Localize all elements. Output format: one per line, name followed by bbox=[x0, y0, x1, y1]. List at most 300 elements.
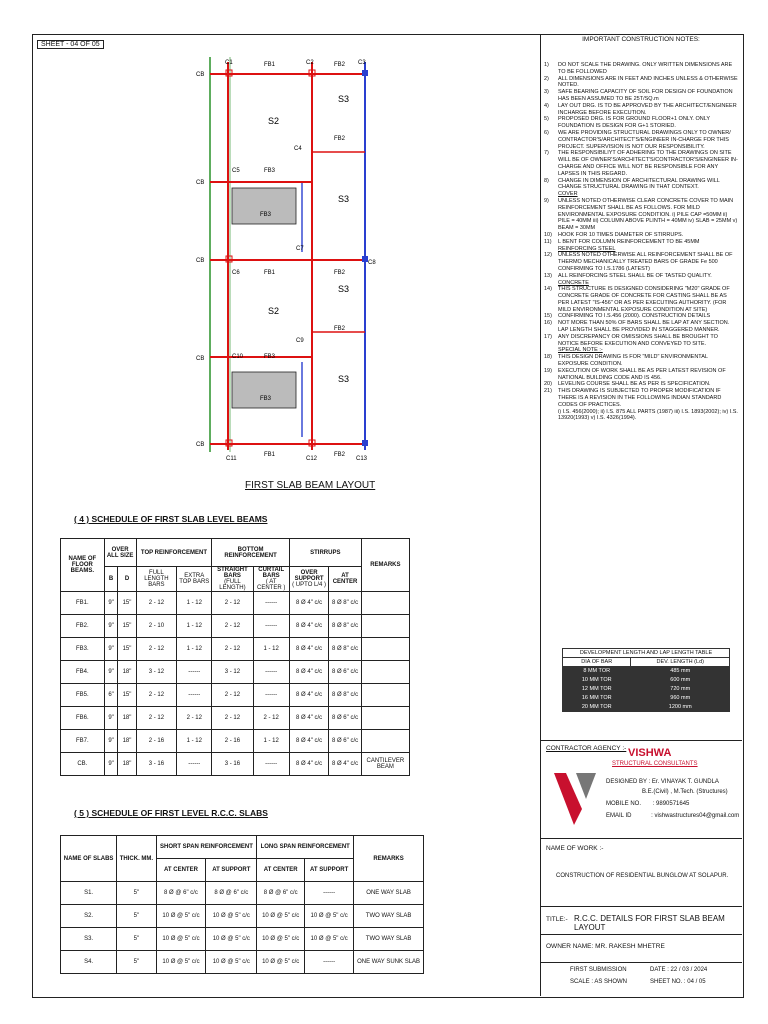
beam-cell-b: 9" bbox=[104, 730, 118, 753]
notes-title: IMPORTANT CONSTRUCTION NOTES: bbox=[582, 36, 700, 43]
note-number: 5) bbox=[544, 116, 549, 123]
note-text: SAFE BEARING CAPACITY OF SOIL FOR DESIGN OF FOUNDATION HAS BEEN ASSUMED TO BE 25T/SQ.m bbox=[558, 89, 733, 102]
slab-cell-thick: 5" bbox=[117, 905, 156, 928]
dev-cell: 10 MM TOR bbox=[563, 676, 631, 685]
svg-text:S3: S3 bbox=[338, 194, 350, 204]
beam-cell-remarks bbox=[361, 615, 409, 638]
note-item bbox=[544, 368, 738, 382]
beam-cell-top_extra: ------ bbox=[177, 753, 212, 776]
beam-row bbox=[61, 615, 410, 638]
slab-row bbox=[61, 951, 424, 974]
owner-name: OWNER NAME: MR. RAKESH MHETRE bbox=[546, 943, 665, 950]
note-item: SPECIAL NOTE :- bbox=[558, 347, 603, 354]
note-number: 19) bbox=[544, 367, 552, 374]
svg-text:FB3: FB3 bbox=[264, 168, 276, 174]
beam-cell-center: 8 Ø 8" c/c bbox=[329, 638, 361, 661]
beam-cell-center: 8 Ø 6" c/c bbox=[329, 730, 361, 753]
beam-row bbox=[61, 592, 410, 615]
beam-cell-name: FB4. bbox=[61, 661, 105, 684]
note-item bbox=[544, 130, 738, 150]
note-item: CONCRETE bbox=[558, 279, 589, 286]
slab-cell-s_support: 8 Ø @ 6" c/c bbox=[206, 882, 257, 905]
beam-cell-d: 15" bbox=[118, 592, 136, 615]
th-d: D bbox=[118, 567, 136, 592]
beam-cell-d: 15" bbox=[118, 684, 136, 707]
svg-text:C10: C10 bbox=[232, 354, 244, 360]
slab-row bbox=[61, 882, 424, 905]
beam-cell-over: 8 Ø 4" c/c bbox=[289, 753, 329, 776]
th-over-support: OVER SUPPORT ( UPTO L/4 ) bbox=[289, 567, 329, 592]
svg-text:CB: CB bbox=[196, 258, 205, 264]
beam-cell-remarks bbox=[361, 684, 409, 707]
dev-cell: 16 MM TOR bbox=[563, 694, 631, 703]
svg-text:C8: C8 bbox=[368, 260, 376, 266]
svg-text:CB: CB bbox=[196, 356, 205, 362]
svg-text:C9: C9 bbox=[296, 338, 304, 344]
th-slab-name: NAME OF SLABS bbox=[61, 836, 117, 882]
note-item bbox=[544, 62, 738, 76]
submission-box bbox=[540, 962, 742, 997]
beam-cell-top_full: 3 - 16 bbox=[136, 753, 177, 776]
note-item: COVER bbox=[558, 191, 578, 198]
beam-cell-center: 8 Ø 6" c/c bbox=[329, 661, 361, 684]
email-label: EMAIL ID bbox=[606, 813, 632, 819]
svg-text:FB1: FB1 bbox=[264, 452, 276, 458]
owner-box bbox=[540, 934, 742, 961]
slab-cell-l_center: 8 Ø @ 6" c/c bbox=[257, 882, 305, 905]
note-number: 20) bbox=[544, 381, 552, 388]
note-number: 15) bbox=[544, 313, 552, 320]
beam-cell-over: 8 Ø 4" c/c bbox=[289, 592, 329, 615]
note-item bbox=[544, 232, 738, 239]
beam-cell-top_full: 3 - 12 bbox=[136, 661, 177, 684]
slab-cell-l_support: ------ bbox=[305, 951, 354, 974]
beam-cell-bot_curtail: 1 - 12 bbox=[253, 730, 289, 753]
note-text: THE RESPONSIBILIYT OF ADHERING TO THE DRAWINGS ON SITE WILL BE OF OWNER'S/ARCHITECT'S/CONTRACTOR'S/ENGINEER IN-CHARGE AND OFFICE WILL NOT BE RESPONSIBLE FOR ANY LAPSES IN THIS REGARD. bbox=[558, 150, 738, 177]
note-text: THIS STRUCTURE IS DESIGNED CONSIDERING "M20" GRADE OF CONCRETE GRADE OF CONCRETE FOR CASTING SHALL BE AS PER LATEST "IS-456" OR AS PER EXECUTING AUTHORITY. (FOR MILD ENVIRONMENTAL EXPOSURE CONDITION AT SITE) bbox=[558, 286, 730, 313]
th-slab-remarks: REMARKS bbox=[354, 836, 424, 882]
beam-cell-bot_curtail: ------ bbox=[253, 684, 289, 707]
beam-cell-top_extra: 1 - 12 bbox=[177, 592, 212, 615]
slab-cell-l_support: 10 Ø @ 5" c/c bbox=[305, 905, 354, 928]
title-value: R.C.C. DETAILS FOR FIRST SLAB BEAM LAYOUT bbox=[574, 914, 725, 932]
note-item bbox=[544, 89, 738, 103]
slab-cell-s_support: 10 Ø @ 5" c/c bbox=[206, 928, 257, 951]
beam-cell-d: 18" bbox=[118, 707, 136, 730]
beam-cell-bot_curtail: ------ bbox=[253, 592, 289, 615]
mobile-value: : 9890571645 bbox=[652, 801, 690, 807]
th-s-support: AT SUPPORT bbox=[206, 859, 257, 882]
note-text: THIS DRAWING IS SUBJECTED TO PROPER MODIFICATION IF THERE IS A REVISION IN THE FOLLOWING INDIAN STANDARD CODES OF PRACTICES. bbox=[558, 388, 722, 408]
note-item bbox=[544, 252, 738, 272]
dev-h2: DEV. LENGTH (Ld) bbox=[631, 658, 730, 667]
beam-cell-bot_straight: 2 - 12 bbox=[212, 592, 253, 615]
th-long: LONG SPAN REINFORCEMENT bbox=[257, 836, 354, 859]
submission: FIRST SUBMISSION bbox=[570, 967, 627, 973]
beam-cell-name: FB5. bbox=[61, 684, 105, 707]
agency-brand: VISHWA bbox=[628, 747, 672, 759]
slab-schedule-table bbox=[60, 835, 424, 974]
beam-cell-top_full: 2 - 12 bbox=[136, 707, 177, 730]
svg-text:FB3: FB3 bbox=[260, 396, 272, 402]
th-size: OVER ALL SIZE bbox=[104, 539, 136, 567]
beam-cell-bot_straight: 2 - 12 bbox=[212, 615, 253, 638]
beam-row bbox=[61, 661, 410, 684]
beam-row bbox=[61, 684, 410, 707]
note-item bbox=[544, 381, 738, 388]
th-l-support: AT SUPPORT bbox=[305, 859, 354, 882]
note-text: i) I.S. 456(2000); ii) I.S. 875 ALL PARTS (1987) iii) I.S. 1893(2002); iv) I.S. 13920(1993) v) I.S. 4326(1994). bbox=[558, 408, 738, 422]
note-number: 11) bbox=[544, 238, 552, 245]
beam-cell-center: 8 Ø 6" c/c bbox=[329, 707, 361, 730]
beam-cell-name: FB2. bbox=[61, 615, 105, 638]
beam-cell-name: FB3. bbox=[61, 638, 105, 661]
beam-schedule-table bbox=[60, 538, 410, 776]
note-item bbox=[544, 273, 738, 280]
beam-cell-d: 15" bbox=[118, 615, 136, 638]
mobile-label: MOBILE NO. bbox=[606, 801, 642, 807]
note-text: CONFIRMING TO I.S.456 (2000). CONSTRUCTION DETAILS bbox=[558, 313, 711, 320]
note-number: 6) bbox=[544, 129, 549, 136]
note-item bbox=[544, 354, 738, 368]
beam-cell-d: 18" bbox=[118, 753, 136, 776]
beam-cell-bot_straight: 3 - 12 bbox=[212, 661, 253, 684]
beam-cell-over: 8 Ø 4" c/c bbox=[289, 730, 329, 753]
note-item bbox=[544, 388, 738, 408]
beam-cell-center: 8 Ø 4" c/c bbox=[329, 753, 361, 776]
dev-length-table bbox=[562, 648, 730, 712]
note-text: ANY DISCREPANCY OR OMISSIONS SHALL BE BROUGHT TO NOTICE BEFORE EXECUTION AND CONVEYED TO SITE. bbox=[558, 333, 718, 347]
beam-cell-remarks bbox=[361, 661, 409, 684]
qualifications: B.E.(Civil) , M.Tech. (Structures) bbox=[642, 789, 728, 795]
note-number: 10) bbox=[544, 231, 552, 238]
th-name: NAME OF FLOOR BEAMS. bbox=[61, 539, 105, 592]
slab-cell-remarks: ONE WAY SLAB bbox=[354, 882, 424, 905]
svg-text:C4: C4 bbox=[294, 146, 302, 152]
sheet-number: SHEET NO. : 04 / 05 bbox=[650, 979, 706, 985]
note-number: 12) bbox=[544, 252, 552, 259]
slab-cell-l_center: 10 Ø @ 5" c/c bbox=[257, 951, 305, 974]
th-top-extra: EXTRA TOP BARS bbox=[177, 567, 212, 592]
note-number bbox=[544, 409, 558, 423]
svg-text:FB2: FB2 bbox=[334, 452, 346, 458]
th-short: SHORT SPAN REINFORCEMENT bbox=[156, 836, 257, 859]
note-item bbox=[544, 334, 738, 348]
note-text: LAY OUT DRG. IS TO BE APPROVED BY THE ARCHITECT/ENGINEER INCHARGE BEFORE EXECUTION. bbox=[558, 102, 737, 116]
note-number: 17) bbox=[544, 333, 552, 340]
beam-cell-b: 6" bbox=[104, 684, 118, 707]
dev-row bbox=[563, 685, 730, 694]
th-s-center: AT CENTER bbox=[156, 859, 206, 882]
slab-cell-l_support: ------ bbox=[305, 882, 354, 905]
date: DATE : 22 / 03 / 2024 bbox=[650, 967, 708, 973]
slab-cell-name: S4. bbox=[61, 951, 117, 974]
beam-cell-b: 9" bbox=[104, 753, 118, 776]
note-number: 16) bbox=[544, 320, 552, 327]
slab-cell-s_center: 10 Ø @ 5" c/c bbox=[156, 928, 206, 951]
svg-text:C12: C12 bbox=[306, 456, 318, 462]
beam-cell-over: 8 Ø 4" c/c bbox=[289, 707, 329, 730]
note-number: 2) bbox=[544, 75, 549, 82]
beam-layout-plan bbox=[190, 52, 390, 468]
beam-cell-center: 8 Ø 8" c/c bbox=[329, 592, 361, 615]
svg-text:C6: C6 bbox=[232, 270, 240, 276]
agency-label: CONTRACTOR AGENCY :- bbox=[546, 745, 627, 752]
dev-row bbox=[563, 694, 730, 703]
note-text: ALL DIMENSIONS ARE IN FEET AND INCHES UNLESS & OTHERWISE NOTED. bbox=[558, 75, 738, 89]
note-text: UNLESS NOTED OTHERWISE ALL REINFORCEMENT SHALL BE OF THERMO MECHANICALLY TREATED BARS OF GRADE Fe 500 CONFIRMING TO I.S.1786 (LATEST) bbox=[558, 252, 733, 272]
slab-cell-s_center: 10 Ø @ 5" c/c bbox=[156, 951, 206, 974]
dev-cell: 20 MM TOR bbox=[563, 703, 631, 712]
dev-cell: 960 mm bbox=[631, 694, 730, 703]
beam-schedule-title: ( 4 ) SCHEDULE OF FIRST SLAB LEVEL BEAMS bbox=[74, 514, 268, 524]
notes-list bbox=[544, 62, 738, 422]
note-number: 1) bbox=[544, 62, 549, 68]
beam-cell-over: 8 Ø 4" c/c bbox=[289, 615, 329, 638]
beam-row bbox=[61, 730, 410, 753]
beam-cell-b: 9" bbox=[104, 615, 118, 638]
slab-cell-name: S2. bbox=[61, 905, 117, 928]
slab-cell-s_center: 8 Ø @ 6" c/c bbox=[156, 882, 206, 905]
svg-text:CB: CB bbox=[196, 442, 205, 448]
dev-cell: 720 mm bbox=[631, 685, 730, 694]
beam-cell-name: CB. bbox=[61, 753, 105, 776]
note-text: PROPOSED DRG. IS FOR GROUND FLOOR+1 ONLY. ONLY FOUNDATION IS DESIGN FOR G+1 STORIED. bbox=[558, 116, 710, 130]
agency-logo-icon bbox=[552, 769, 598, 829]
beam-cell-top_full: 2 - 12 bbox=[136, 592, 177, 615]
beam-cell-b: 9" bbox=[104, 638, 118, 661]
dev-cell: 1200 mm bbox=[631, 703, 730, 712]
beam-row bbox=[61, 707, 410, 730]
slab-cell-l_center: 10 Ø @ 5" c/c bbox=[257, 905, 305, 928]
slab-cell-remarks: TWO WAY SLAB bbox=[354, 905, 424, 928]
beam-cell-bot_curtail: ------ bbox=[253, 615, 289, 638]
note-text: HOOK FOR 10 TIMES DIAMETER OF STIRRUPS. bbox=[558, 231, 684, 238]
th-top: TOP REINFORCEMENT bbox=[136, 539, 212, 567]
svg-text:CB: CB bbox=[196, 72, 205, 78]
note-item bbox=[544, 103, 738, 117]
th-bot-straight: STRAIGHT BARS (FULL LENGTH) bbox=[212, 567, 253, 592]
dev-row bbox=[563, 676, 730, 685]
title-box bbox=[540, 906, 742, 933]
note-number: 18) bbox=[544, 354, 552, 361]
beam-cell-bot_curtail: ------ bbox=[253, 753, 289, 776]
note-text: DO NOT SCALE THE DRAWING. ONLY WRITTEN DIMENSIONS ARE TO BE FOLLOWED bbox=[558, 62, 733, 75]
beam-cell-bot_straight: 2 - 12 bbox=[212, 684, 253, 707]
svg-text:S3: S3 bbox=[338, 374, 350, 384]
work-label: NAME OF WORK :- bbox=[546, 845, 604, 852]
note-item bbox=[544, 320, 738, 334]
svg-text:S2: S2 bbox=[268, 306, 280, 316]
th-bot-curtail: CURTAIL BARS ( AT CENTER ) bbox=[253, 567, 289, 592]
beam-cell-top_extra: 2 - 12 bbox=[177, 707, 212, 730]
dev-h1: DIA OF BAR bbox=[563, 658, 631, 667]
note-number: 4) bbox=[544, 102, 549, 109]
svg-text:C11: C11 bbox=[226, 456, 237, 462]
beam-cell-remarks bbox=[361, 730, 409, 753]
note-text: CHANGE IN DIMENSION OF ARCHITECTURAL DRAWING WILL CHANGE STRUCTURAL DRAWING IN THAT CONTEXT. bbox=[558, 177, 720, 191]
beam-cell-bot_curtail: 1 - 12 bbox=[253, 638, 289, 661]
svg-text:FB3: FB3 bbox=[264, 354, 276, 360]
dev-cell: 12 MM TOR bbox=[563, 685, 631, 694]
th-bottom: BOTTOM REINFORCEMENT bbox=[212, 539, 289, 567]
svg-text:FB2: FB2 bbox=[334, 326, 346, 332]
svg-text:C2: C2 bbox=[306, 60, 314, 66]
th-at-center: AT CENTER bbox=[329, 567, 361, 592]
beam-cell-top_full: 2 - 16 bbox=[136, 730, 177, 753]
note-number: 8) bbox=[544, 177, 549, 184]
note-text: ALL REINFORCING STEEL SHALL BE OF TASTED QUALITY. bbox=[558, 272, 712, 279]
beam-cell-top_extra: 1 - 12 bbox=[177, 730, 212, 753]
note-text: LEVELING COURSE SHALL BE AS PER IS SPECIFICATION. bbox=[558, 381, 711, 388]
th-remarks: REMARKS bbox=[361, 539, 409, 592]
dev-length-title: DEVELOPMENT LENGTH AND LAP LENGTH TABLE bbox=[563, 649, 730, 658]
slab-cell-thick: 5" bbox=[117, 951, 156, 974]
note-number: 9) bbox=[544, 197, 549, 204]
beam-cell-top_extra: 1 - 12 bbox=[177, 615, 212, 638]
beam-cell-bot_straight: 2 - 12 bbox=[212, 707, 253, 730]
slab-cell-l_support: 10 Ø @ 5" c/c bbox=[305, 928, 354, 951]
note-item bbox=[544, 239, 738, 246]
beam-cell-bot_straight: 3 - 16 bbox=[212, 753, 253, 776]
slab-cell-remarks: TWO WAY SLAB bbox=[354, 928, 424, 951]
th-top-full: FULL LENGTH BARS bbox=[136, 567, 177, 592]
note-number: 7) bbox=[544, 150, 549, 157]
slab-schedule-title: ( 5 ) SCHEDULE OF FIRST LEVEL R.C.C. SLABS bbox=[74, 808, 268, 818]
note-item bbox=[544, 286, 738, 313]
svg-text:FB2: FB2 bbox=[334, 62, 346, 68]
svg-text:CB: CB bbox=[196, 180, 205, 186]
title-label: TITLE:- bbox=[546, 916, 568, 923]
beam-cell-center: 8 Ø 8" c/c bbox=[329, 615, 361, 638]
beam-cell-top_full: 2 - 12 bbox=[136, 638, 177, 661]
svg-text:FB1: FB1 bbox=[264, 270, 276, 276]
note-text: THIS DESIGN DRAWING IS FOR "MILD" ENVIRONMENTAL EXPOSURE CONDITION. bbox=[558, 354, 708, 368]
beam-cell-top_extra: ------ bbox=[177, 684, 212, 707]
svg-text:C13: C13 bbox=[356, 456, 368, 462]
beam-cell-d: 18" bbox=[118, 661, 136, 684]
th-stirrups: STIRRUPS bbox=[289, 539, 361, 567]
slab-cell-name: S3. bbox=[61, 928, 117, 951]
beam-cell-name: FB1. bbox=[61, 592, 105, 615]
svg-text:C1: C1 bbox=[225, 60, 233, 66]
dev-cell: 600 mm bbox=[631, 676, 730, 685]
note-text: NOT MORE THAN 50% OF BARS SHALL BE LAP AT ANY SECTION. LAP LENGTH SHALL BE PROVIDED IN STAGGERED MANNER. bbox=[558, 320, 730, 334]
svg-text:C3: C3 bbox=[358, 60, 366, 66]
note-item bbox=[544, 198, 738, 232]
note-item bbox=[544, 150, 738, 177]
beam-cell-over: 8 Ø 4" c/c bbox=[289, 661, 329, 684]
beam-cell-over: 8 Ø 4" c/c bbox=[289, 684, 329, 707]
beam-cell-remarks bbox=[361, 638, 409, 661]
note-text: UNLESS NOTED OTHERWISE CLEAR CONCRETE COVER TO MAIN REINFORCEMENT SHALL BE AS FOLLOWS. FOR MILD ENVIRONMENTAL EXPOSURE CONDITION. i) PILE CAP =50MM ii) PILE = 40MM iii) COLUMN ABOVE PLINTH = 40MM iv) SLAB = 25MM v) BEAM = 30MM bbox=[558, 197, 738, 232]
note-text: EXECUTION OF WORK SHALL BE AS PER LATEST REVISION OF NATIONAL BUILDING CODE AND IS 456. bbox=[558, 367, 726, 381]
svg-text:FB1: FB1 bbox=[264, 62, 276, 68]
work-value: CONSTRUCTION OF RESIDENTIAL BUNGLOW AT SOLAPUR. bbox=[556, 873, 729, 879]
beam-cell-top_extra: ------ bbox=[177, 661, 212, 684]
beam-cell-over: 8 Ø 4" c/c bbox=[289, 638, 329, 661]
slab-cell-name: S1. bbox=[61, 882, 117, 905]
slab-cell-thick: 5" bbox=[117, 928, 156, 951]
note-item bbox=[544, 409, 738, 423]
beam-cell-top_full: 2 - 10 bbox=[136, 615, 177, 638]
note-item bbox=[544, 313, 738, 320]
th-b: B bbox=[104, 567, 118, 592]
slab-cell-thick: 5" bbox=[117, 882, 156, 905]
beam-cell-bot_straight: 2 - 16 bbox=[212, 730, 253, 753]
th-thick: THICK. MM. bbox=[117, 836, 156, 882]
beam-cell-top_extra: 1 - 12 bbox=[177, 638, 212, 661]
scale: SCALE : AS SHOWN bbox=[570, 979, 628, 985]
beam-row bbox=[61, 638, 410, 661]
beam-cell-b: 9" bbox=[104, 592, 118, 615]
svg-text:FB2: FB2 bbox=[334, 270, 346, 276]
svg-text:FB3: FB3 bbox=[260, 212, 272, 218]
slab-cell-s_support: 10 Ø @ 5" c/c bbox=[206, 905, 257, 928]
beam-cell-name: FB7. bbox=[61, 730, 105, 753]
agency-box bbox=[540, 740, 742, 837]
email-value: : vishwastructures04@gmail.com bbox=[651, 813, 740, 819]
beam-cell-top_full: 2 - 12 bbox=[136, 684, 177, 707]
beam-cell-name: FB6. bbox=[61, 707, 105, 730]
slab-cell-l_center: 10 Ø @ 5" c/c bbox=[257, 928, 305, 951]
beam-cell-center: 8 Ø 8" c/c bbox=[329, 684, 361, 707]
slab-cell-remarks: ONE WAY SUNK SLAB bbox=[354, 951, 424, 974]
plan-title: FIRST SLAB BEAM LAYOUT bbox=[245, 480, 376, 491]
slab-row bbox=[61, 928, 424, 951]
beam-row bbox=[61, 753, 410, 776]
th-l-center: AT CENTER bbox=[257, 859, 305, 882]
slab-cell-s_support: 10 Ø @ 5" c/c bbox=[206, 951, 257, 974]
note-item bbox=[544, 116, 738, 130]
note-item bbox=[544, 178, 738, 192]
sheet-tag: SHEET - 04 OF 05 bbox=[37, 40, 104, 49]
beam-cell-remarks: CANTILEVER BEAM bbox=[361, 753, 409, 776]
beam-cell-remarks bbox=[361, 592, 409, 615]
beam-cell-remarks bbox=[361, 707, 409, 730]
beam-cell-bot_curtail: 2 - 12 bbox=[253, 707, 289, 730]
note-text: WE ARE PROVIDING STRUCTURAL DRAWINGS ONLY TO OWNER/ CONTRACTOR'S/ARCHITECT'S/ENGINEER IN-CHARGE FOR THIS PROJECT. SUPERVISION IS NOT OUR RESPONSIBILITY. bbox=[558, 129, 731, 150]
svg-text:S3: S3 bbox=[338, 94, 350, 104]
designed-by: DESIGNED BY : Er. VINAYAK T. GUNDLA bbox=[606, 779, 719, 785]
dev-cell: 8 MM TOR bbox=[563, 667, 631, 676]
svg-text:C7: C7 bbox=[296, 246, 304, 252]
svg-text:FB2: FB2 bbox=[334, 136, 346, 142]
beam-cell-d: 18" bbox=[118, 730, 136, 753]
dev-row bbox=[563, 703, 730, 712]
dev-row bbox=[563, 667, 730, 676]
beam-cell-b: 9" bbox=[104, 661, 118, 684]
note-text: L BENT FOR COLUMN REINFORCEMENT TO BE 45MM bbox=[558, 238, 700, 245]
beam-cell-bot_straight: 2 - 12 bbox=[212, 638, 253, 661]
svg-text:S2: S2 bbox=[268, 116, 280, 126]
dev-cell: 485 mm bbox=[631, 667, 730, 676]
beam-cell-b: 9" bbox=[104, 707, 118, 730]
note-number: 21) bbox=[544, 388, 552, 395]
work-box bbox=[540, 838, 742, 907]
slab-row bbox=[61, 905, 424, 928]
svg-text:C5: C5 bbox=[232, 168, 240, 174]
svg-text:S3: S3 bbox=[338, 284, 350, 294]
beam-cell-bot_curtail: ------ bbox=[253, 661, 289, 684]
note-number: 14) bbox=[544, 286, 552, 293]
slab-cell-s_center: 10 Ø @ 5" c/c bbox=[156, 905, 206, 928]
note-item bbox=[544, 76, 738, 90]
note-number: 13) bbox=[544, 272, 552, 279]
beam-cell-d: 15" bbox=[118, 638, 136, 661]
note-item: REINFORCING STEEL bbox=[558, 245, 616, 252]
agency-brand-sub: STRUCTURAL CONSULTANTS bbox=[612, 761, 698, 767]
